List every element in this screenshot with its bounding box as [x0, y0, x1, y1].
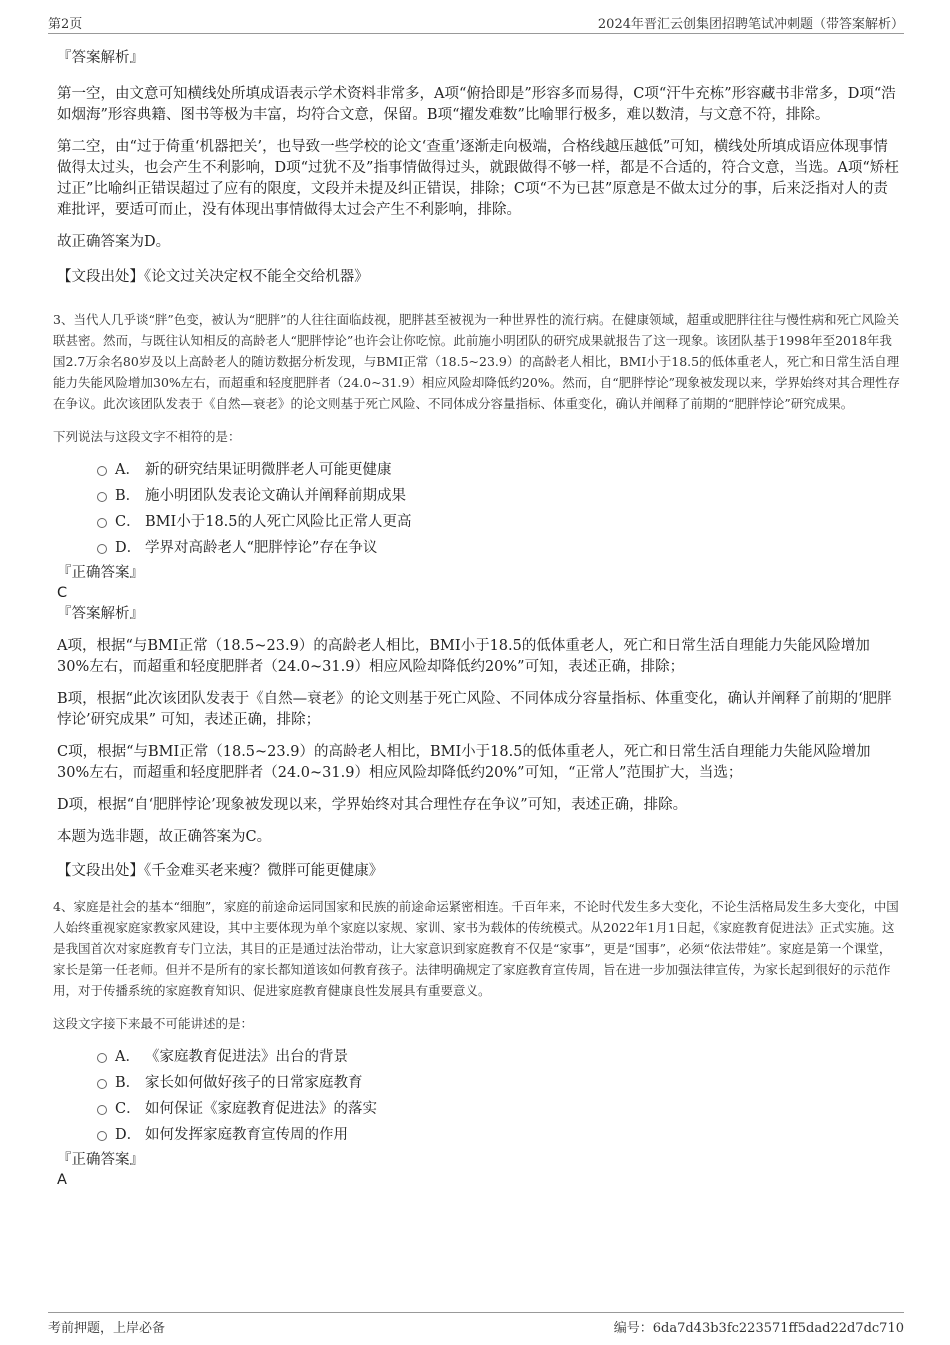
analysis-label: 『答案解析』	[57, 50, 144, 66]
option-a[interactable]: A． 新的研究结果证明微胖老人可能更健康	[57, 457, 902, 483]
radio-icon[interactable]	[97, 544, 107, 554]
analysis-conclusion: 本题为选非题，故正确答案为C。	[57, 829, 272, 845]
option-list	[57, 457, 902, 561]
analysis-paragraph: 第二空，由“过于倚重‘机器把关’，也导致一些学校的论文‘查重’逐渐走向极端，合格线越压越低”可知，横线处所填成语应体现事情做得太过头，也会产生不利影响，D项“过犹不及”指事情做得过头，就跟做得不够一样，都是不合适的，符合文意，当选。A项“矫枉过正”比喻纠正错误超过了应有的限度，文段并未提及纠正错误，排除；C项“不为已甚”原意是不做太过分的事，后来泛指对人的责难批评，要适可而止，没有体现出事情做得太过会产生不利影响，排除。	[57, 139, 899, 218]
document-id: 编号：6da7d43b3fc223571ff5dad22d7dc710	[613, 1321, 904, 1336]
question-stem: 3、当代人几乎谈“胖”色变，被认为“肥胖”的人往往面临歧视，肥胖甚至被视为一种世界性的流行病。在健康领域，超重或肥胖往往与慢性病和死亡风险关联甚密。然而，与既往认知相反的高龄老人“肥胖悖论”也许会让你吃惊。此前施小明团队的研究成果就报告了这一现象。该团队基于1998年至2018年我国2.7万余名80岁及以上高龄老人的随访数据分析发现，与BMI正常（18.5~23.9）的高龄老人相比，BMI小于18.5的低体重老人，死亡和日常生活自理能力失能风险增加30%左右，而超重和轻度肥胖者（24.0~31.9）相应风险却降低约20%。然而，自“肥胖悖论”现象被发现以来，学界始终对其合理性存在争议。此次该团队发表于《自然—衰老》的论文则基于死亡风险、不同体成分容量指标、体重变化，确认并阐释了前期的“肥胖悖论”研究成果。	[53, 312, 900, 411]
analysis-paragraph: B项，根据“此次该团队发表于《自然—衰老》的论文则基于死亡风险、不同体成分容量指标、体重变化，确认并阐释了前期的‘肥胖悖论’研究成果” 可知，表述正确，排除；	[57, 691, 892, 728]
radio-icon[interactable]	[97, 1079, 107, 1089]
option-b[interactable]: B． 施小明团队发表论文确认并阐释前期成果	[57, 483, 902, 509]
answer-label: 『正确答案』	[57, 1152, 144, 1168]
option-list	[57, 1044, 902, 1148]
radio-icon[interactable]	[97, 518, 107, 528]
page-content	[53, 44, 902, 1190]
answer-label: 『正确答案』	[57, 565, 144, 581]
page-footer	[48, 1312, 904, 1337]
document-title: 2024年晋汇云创集团招聘笔试冲刺题（带答案解析）	[597, 17, 904, 32]
page-header	[48, 13, 904, 34]
analysis-paragraph: D项，根据“自‘肥胖悖论’现象被发现以来，学界始终对其合理性存在争议”可知，表述正确，排除。	[57, 797, 688, 813]
footer-slogan: 考前押题，上岸必备	[48, 1321, 166, 1336]
option-a[interactable]: A． 《家庭教育促进法》出台的背景	[57, 1044, 902, 1070]
passage-source: 【文段出处】《千金难买老来瘦？微胖可能更健康》	[57, 863, 384, 879]
page-number: 第2页	[48, 17, 83, 32]
option-c[interactable]: C． 如何保证《家庭教育促进法》的落实	[57, 1096, 902, 1122]
correct-answer: C	[57, 585, 68, 601]
question-prompt: 这段文字接下来最不可能讲述的是：	[53, 1016, 254, 1031]
analysis-label: 『答案解析』	[57, 606, 144, 622]
correct-answer: A	[57, 1172, 67, 1188]
radio-icon[interactable]	[97, 492, 107, 502]
radio-icon[interactable]	[97, 1131, 107, 1141]
radio-icon[interactable]	[97, 1105, 107, 1115]
question-stem: 4、家庭是社会的基本“细胞”，家庭的前途命运同国家和民族的前途命运紧密相连。千百年来，不论时代发生多大变化，不论生活格局发生多大变化，中国人始终重视家庭家教家风建设，其中主要体现为单个家庭以家规、家训、家书为载体的传统模式。从2022年1月1日起，《家庭教育促进法》正式实施。这是我国首次对家庭教育专门立法，其目的正是通过法治带动，让大家意识到家庭教育不仅是“家事”，更是“国事”，必须“依法带娃”。家庭是第一个课堂，家长是第一任老师。但并不是所有的家长都知道该如何教育孩子。法律明确规定了家庭教育宣传周，旨在进一步加强法律宣传，为家长起到很好的示范作用，对于传播系统的家庭教育知识、促进家庭教育健康良性发展具有重要意义。	[53, 899, 899, 998]
option-d[interactable]: D． 如何发挥家庭教育宣传周的作用	[57, 1122, 902, 1148]
radio-icon[interactable]	[97, 466, 107, 476]
analysis-conclusion: 故正确答案为D。	[57, 234, 171, 250]
option-d[interactable]: D． 学界对高龄老人“肥胖悖论”存在争议	[57, 535, 902, 561]
question-prompt: 下列说法与这段文字不相符的是：	[53, 429, 241, 444]
analysis-paragraph: 第一空，由文意可知横线处所填成语表示学术资料非常多，A项“俯拾即是”形容多而易得，C项“汗牛充栋”形容藏书非常多，D项“浩如烟海”形容典籍、图书等极为丰富，均符合文意，保留。B项“擢发难数”比喻罪行极多，难以数清，与文意不符，排除。	[57, 86, 896, 123]
option-b[interactable]: B． 家长如何做好孩子的日常家庭教育	[57, 1070, 902, 1096]
passage-source: 【文段出处】《论文过关决定权不能全交给机器》	[57, 269, 369, 285]
analysis-paragraph: C项，根据“与BMI正常（18.5~23.9）的高龄老人相比，BMI小于18.5的低体重老人，死亡和日常生活自理能力失能风险增加30%左右，而超重和轻度肥胖者（24.0~31.9）相应风险却降低约20%”可知，“正常人”范围扩大，当选；	[57, 744, 871, 781]
radio-icon[interactable]	[97, 1053, 107, 1063]
analysis-paragraph: A项，根据“与BMI正常（18.5~23.9）的高龄老人相比，BMI小于18.5的低体重老人，死亡和日常生活自理能力失能风险增加30%左右，而超重和轻度肥胖者（24.0~31.9）相应风险却降低约20%”可知，表述正确，排除；	[57, 638, 870, 675]
option-c[interactable]: C． BMI小于18.5的人死亡风险比正常人更高	[57, 509, 902, 535]
